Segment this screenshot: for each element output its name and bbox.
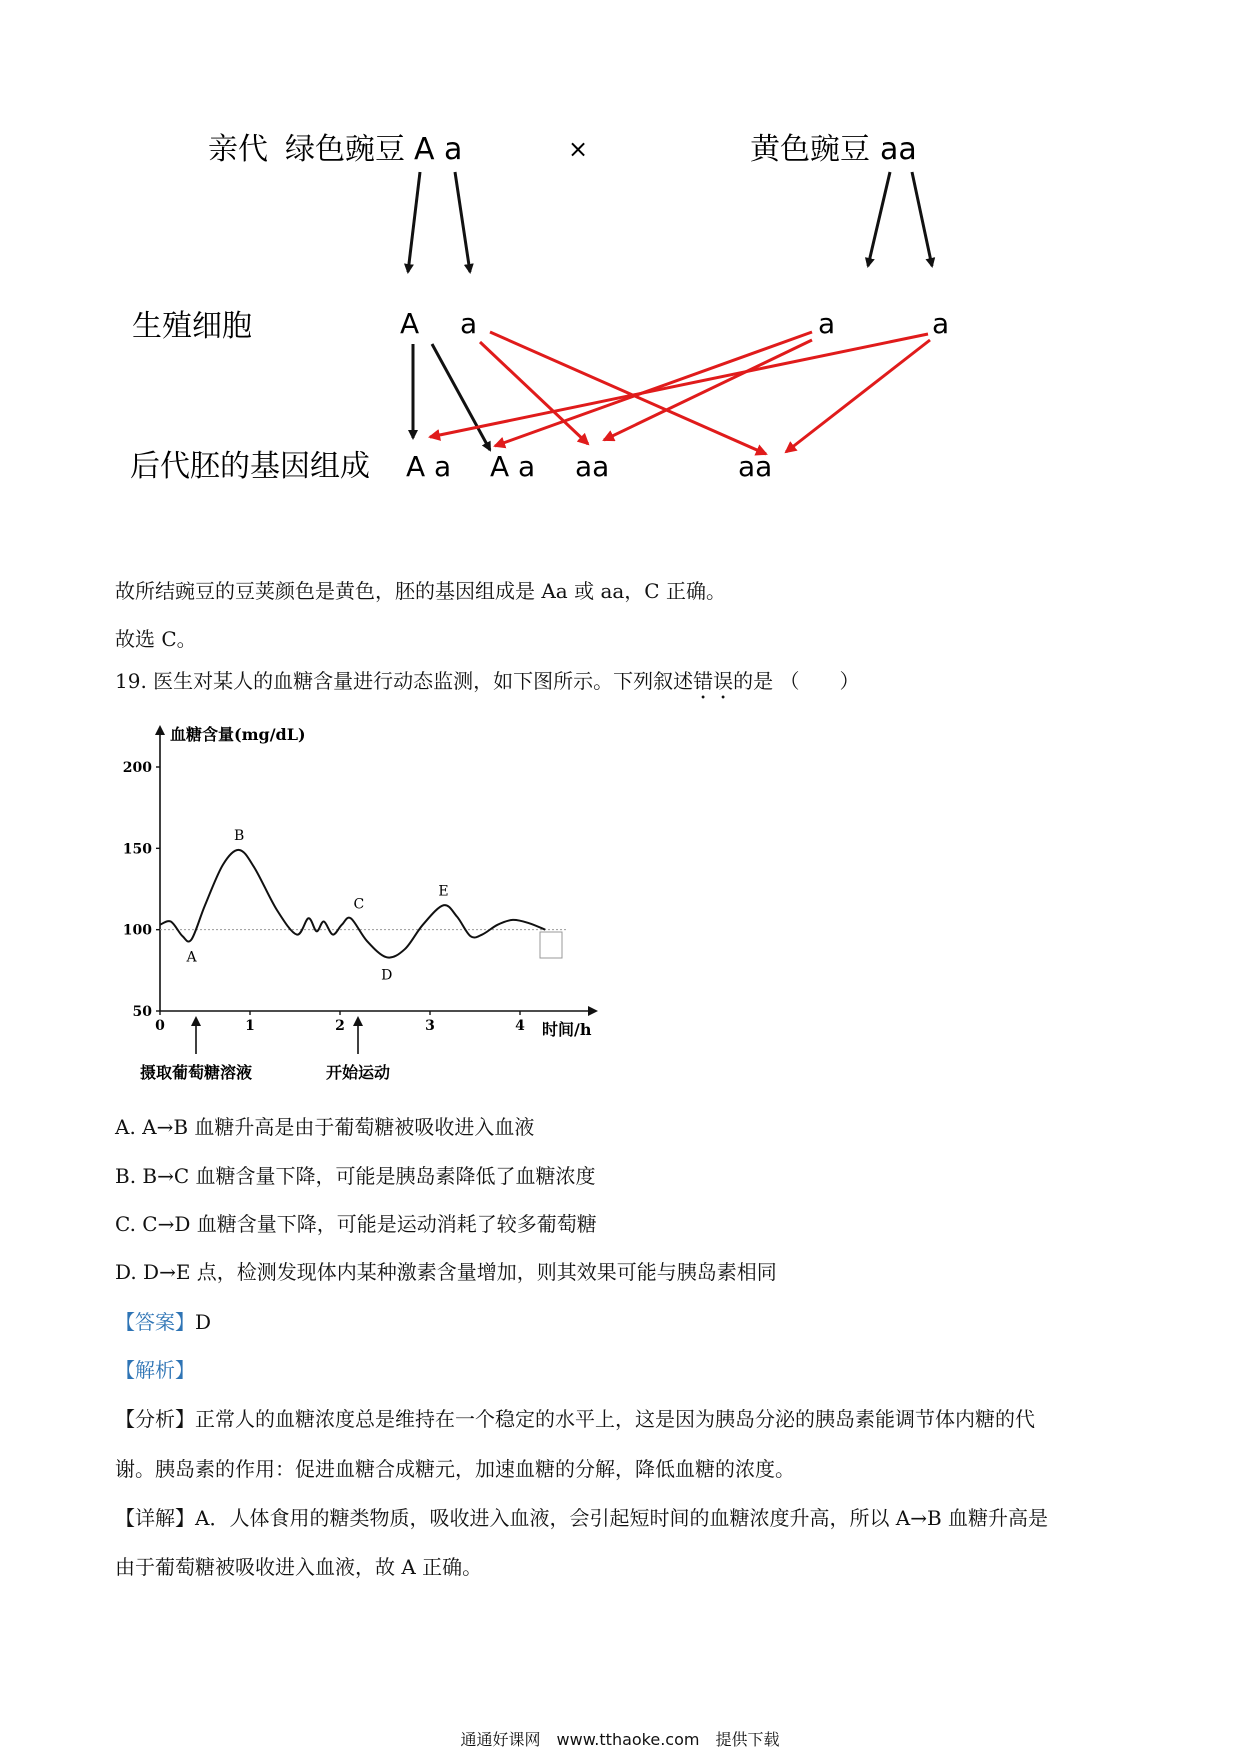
option-a: A. A→B 血糖升高是由于葡萄糖被吸收进入血液 — [115, 1115, 535, 1139]
y-tick-label-2: 150 — [122, 841, 152, 858]
event-label-1: 开始运动 — [325, 1063, 391, 1082]
genetic-cross-diagram — [0, 0, 1240, 520]
answer-tag: 【答案】 — [115, 1310, 195, 1334]
conclusion-text: 故所结豌豆的豆荚颜色是黄色，胚的基因组成是 Aa 或 aa，C 正确。 — [115, 579, 726, 603]
point-label-b: B — [234, 827, 245, 844]
parent2-genotype: aa — [880, 132, 917, 167]
offspring-2: A a — [490, 450, 536, 483]
point-label-a: A — [186, 949, 197, 966]
x-axis-label: 时间/h — [542, 1020, 592, 1039]
point-label-d: D — [381, 967, 393, 984]
parent1-genotype: A a — [414, 132, 463, 167]
row-label-parent: 亲代 — [208, 132, 268, 167]
fenxi-text-1: 正常人的血糖浓度总是维持在一个稳定的水平上，这是因为胰岛分泌的胰岛素能调节体内糖的代 — [195, 1407, 1035, 1431]
fenxi-line-1 — [115, 1405, 1035, 1433]
arrow-a4-to-offspring1 — [430, 334, 928, 437]
parent2-label: 黄色豌豆 — [750, 132, 870, 167]
gamete-2: a — [460, 307, 478, 340]
arrow-parent2-a1 — [868, 172, 890, 266]
option-c: C. C→D 血糖含量下降，可能是运动消耗了较多葡萄糖 — [115, 1212, 597, 1236]
question-19 — [115, 667, 860, 704]
cross-sign: × — [568, 135, 589, 163]
choose-text: 故选 C。 — [115, 627, 197, 651]
gamete-1: A — [400, 307, 420, 340]
analysis-tag: 【解析】 — [115, 1358, 195, 1382]
x-tick-label-3: 3 — [425, 1018, 435, 1034]
arrow-a3-to-offspring3 — [604, 340, 812, 440]
arrow-parent2-a2 — [912, 172, 932, 266]
point-label-e: E — [438, 883, 449, 900]
reference-box — [540, 932, 562, 958]
blood-sugar-chart — [110, 718, 610, 1088]
answer-line — [115, 1308, 211, 1336]
y-axis-label: 血糖含量(mg/dL) — [170, 725, 306, 744]
fenxi-tag: 【分析】 — [115, 1407, 195, 1431]
option-b: B. B→C 血糖含量下降，可能是胰岛素降低了血糖浓度 — [115, 1164, 596, 1188]
x-tick-label-2: 2 — [335, 1018, 345, 1034]
arrow-a4-to-offspring4 — [786, 340, 930, 452]
xiangjie-line-2: 由于葡萄糖被吸收进入血液，故 A 正确。 — [115, 1555, 483, 1579]
xiangjie-text-1: A．人体食用的糖类物质，吸收进入血液，会引起短时间的血糖浓度升高，所以 A→B 血糖升高是 — [195, 1506, 1049, 1530]
gamete-3: a — [818, 307, 836, 340]
y-tick-label-3: 200 — [122, 760, 152, 776]
arrow-a-to-offspring4 — [490, 332, 766, 454]
fenxi-line-2: 谢。胰岛素的作用：促进血糖合成糖元，加速血糖的分解，降低血糖的浓度。 — [115, 1457, 795, 1481]
x-tick-label-0: 0 — [155, 1018, 165, 1034]
answer-value: D — [195, 1310, 212, 1334]
point-label-c: C — [353, 896, 365, 913]
xiangjie-tag: 【详解】 — [115, 1506, 195, 1530]
offspring-3: aa — [575, 450, 610, 483]
row-label-embryo: 后代胚的基因组成 — [130, 449, 370, 484]
option-d: D. D→E 点，检测发现体内某种激素含量增加，则其效果可能与胰岛素相同 — [115, 1260, 777, 1284]
parent1-label: 绿色豌豆 — [285, 132, 405, 167]
footer-watermark: 通通好课网 www.tthaoke.com 提供下载 — [460, 1730, 780, 1749]
arrow-a3-to-offspring2 — [495, 332, 812, 446]
arrow-a-to-offspring3 — [480, 342, 588, 444]
x-tick-label-1: 1 — [245, 1018, 255, 1034]
question-19-suffix: 的是 （ ） — [733, 669, 860, 693]
xiangjie-line-1 — [115, 1504, 1048, 1532]
gamete-4: a — [932, 307, 950, 340]
y-tick-label-0: 50 — [132, 1004, 152, 1020]
question-19-prefix: 19. 医生对某人的血糖含量进行动态监测，如下图所示。下列叙述 — [115, 669, 694, 693]
row-label-gamete: 生殖细胞 — [132, 309, 252, 344]
offspring-4: aa — [738, 450, 773, 483]
offspring-1: A a — [406, 450, 452, 483]
arrow-parent1-a — [455, 172, 470, 272]
y-tick-label-1: 100 — [122, 922, 152, 939]
arrow-parent1-A — [408, 172, 420, 272]
x-tick-label-4: 4 — [515, 1018, 525, 1034]
question-19-emphasis: 错误 — [693, 669, 734, 693]
event-label-0: 摄取葡萄糖溶液 — [139, 1063, 253, 1082]
